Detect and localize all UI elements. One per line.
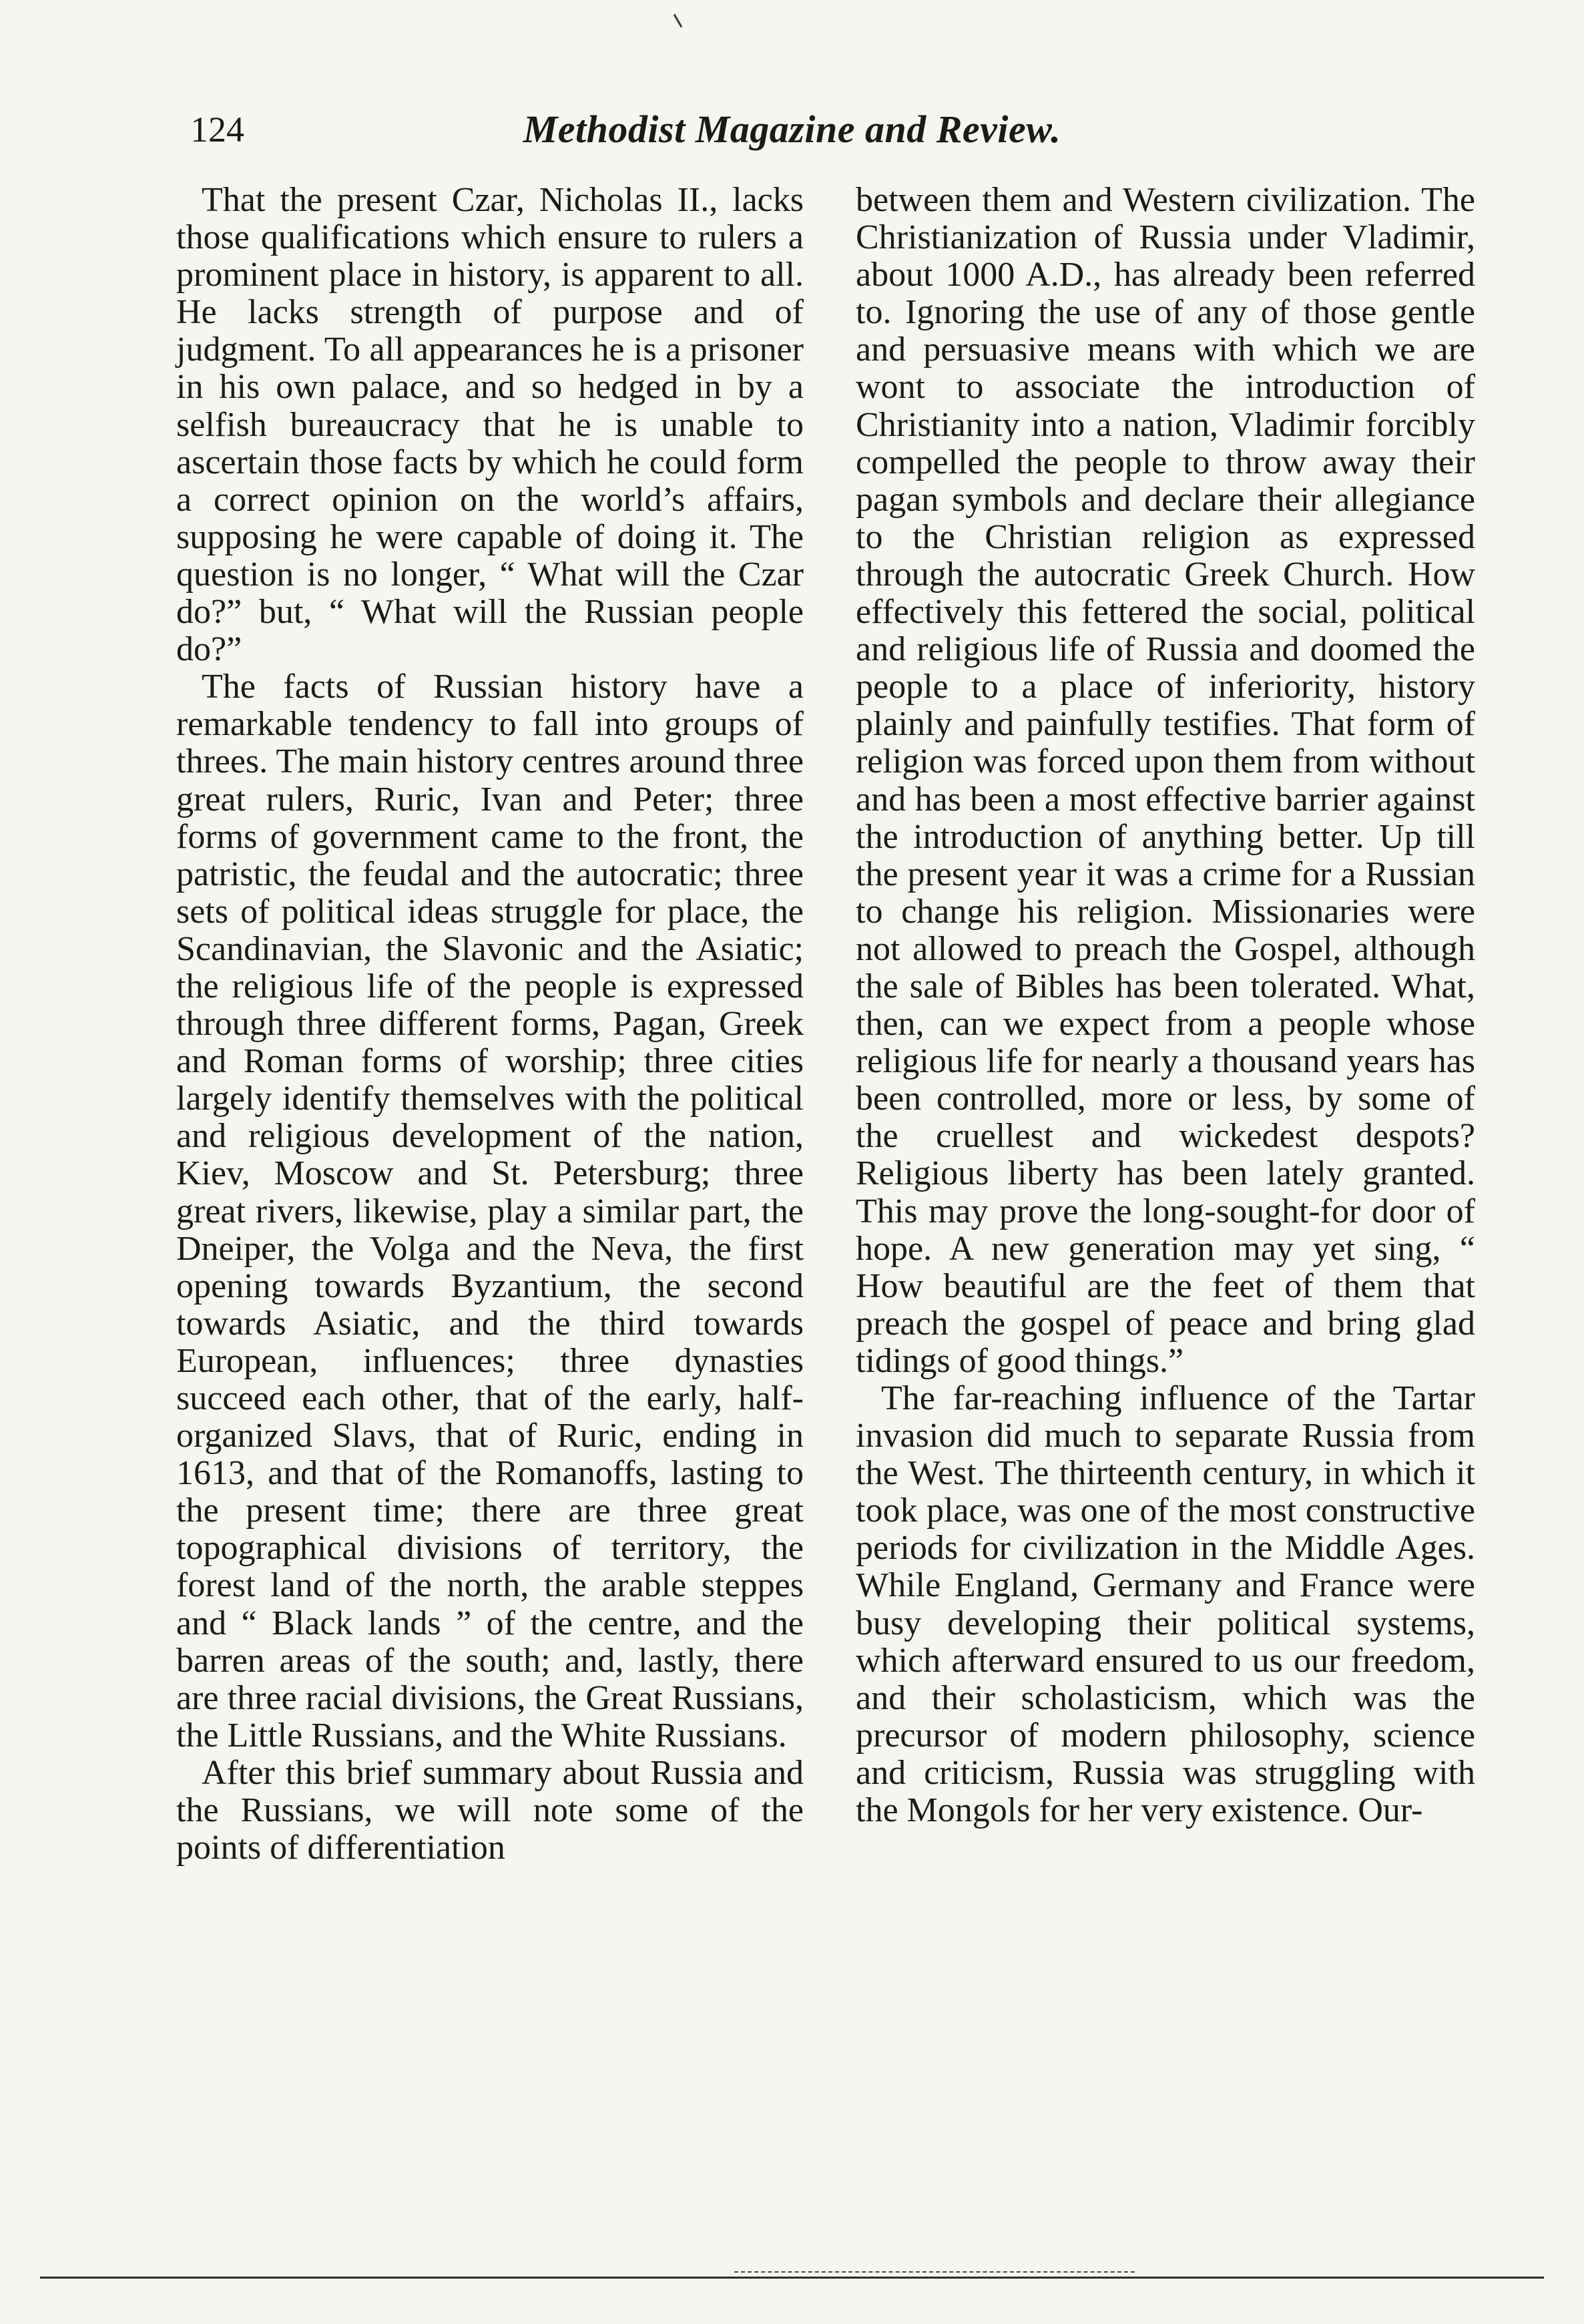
paragraph: After this brief summary about Russia and the Russians, we will note some of the points of differentiation [176, 1753, 804, 1867]
page-number: 124 [190, 109, 244, 150]
paragraph: The facts of Russian history have a remarkable tendency to fall into groups of threes. The main history centres around three great rulers, Ruric, Ivan and Peter; three forms of government came to the front, the patristic, the feudal and the autocratic; three sets of political ideas struggle for place, the Scandinavian, the Slavonic and the Asiatic; the religious life of the people is expressed through three different forms, Pagan, Greek and Roman forms of worship; three cities largely identify themselves with the political and religious development of the nation, Kiev, Moscow and St. Petersburg; three great rivers, likewise, play a similar part, the Dneiper, the Volga and the Neva, the first opening towards Byzantium, the second towards Asiatic, and the third towards European, influences; three dynasties succeed each other, that of the early, half-organized Slavs, that of Ruric, ending in 1613, and that of the Romanoffs, lasting to the present time; there are three great topographical divisions of territory, the forest land of the north, the arable steppes and “ Black lands ” of the centre, and the barren areas of the south; and, lastly, there are three racial divisions, the Great Russians, the Little Russians, and the White Russians. [176, 668, 804, 1755]
left-column [176, 182, 804, 1867]
right-column [856, 182, 1475, 1829]
top-scan-mark [674, 14, 683, 28]
paragraph: That the present Czar, Nicholas II., lacks those qualifications which ensure to rulers a prominent place in history, is apparent to all. He lacks strength of purpose and of judgment. To all appearances he is a prisoner in his own palace, and so hedged in by a selfish bureaucracy that he is unable to ascertain those facts by which he could form a correct opinion on the world’s affairs, supposing he were capable of doing it. The question is no longer, “ What will the Czar do?” but, “ What will the Russian people do?” [176, 181, 804, 669]
bottom-rule [40, 2277, 1544, 2279]
paragraph: between them and Western civilization. The Christianization of Russia under Vladimir, about 1000 A.D., has already been referred to. Ignoring the use of any of those gentle and persuasive means with which we are wont to associate the introduction of Christianity into a nation, Vladimir forcibly compelled the people to throw away their pagan symbols and declare their allegiance to the Christian religion as expressed through the autocratic Greek Church. How effectively this fettered the social, political and religious life of Russia and doomed the people to a place of inferiority, history plainly and painfully testifies. That form of religion was forced upon them from without and has been a most effective barrier against the introduction of anything better. Up till the present year it was a crime for a Russian to change his religion. Missionaries were not allowed to preach the Gospel, although the sale of Bibles has been tolerated. What, then, can we expect from a people whose religious life for nearly a thousand years has been controlled, more or less, by some of the cruellest and wickedest despots? Religious liberty has been lately granted. This may prove the long-sought-for door of hope. A new generation may yet sing, “ How beautiful are the feet of them that preach the gospel of peace and bring glad tidings of good things.” [856, 181, 1475, 1380]
bottom-rule-dashed [734, 2271, 1135, 2273]
paragraph: The far-reaching influence of the Tartar invasion did much to separate Russia from the West. The thirteenth century, in which it took place, was one of the most constructive periods for civilization in the Middle Ages. While England, Germany and France were busy developing their political systems, which afterward ensured to us our freedom, and their scholasticism, which was the precursor of modern philosophy, science and criticism, Russia was struggling with the Mongols for her very existence. Our- [856, 1379, 1475, 1830]
running-title: Methodist Magazine and Review. [523, 107, 1061, 151]
